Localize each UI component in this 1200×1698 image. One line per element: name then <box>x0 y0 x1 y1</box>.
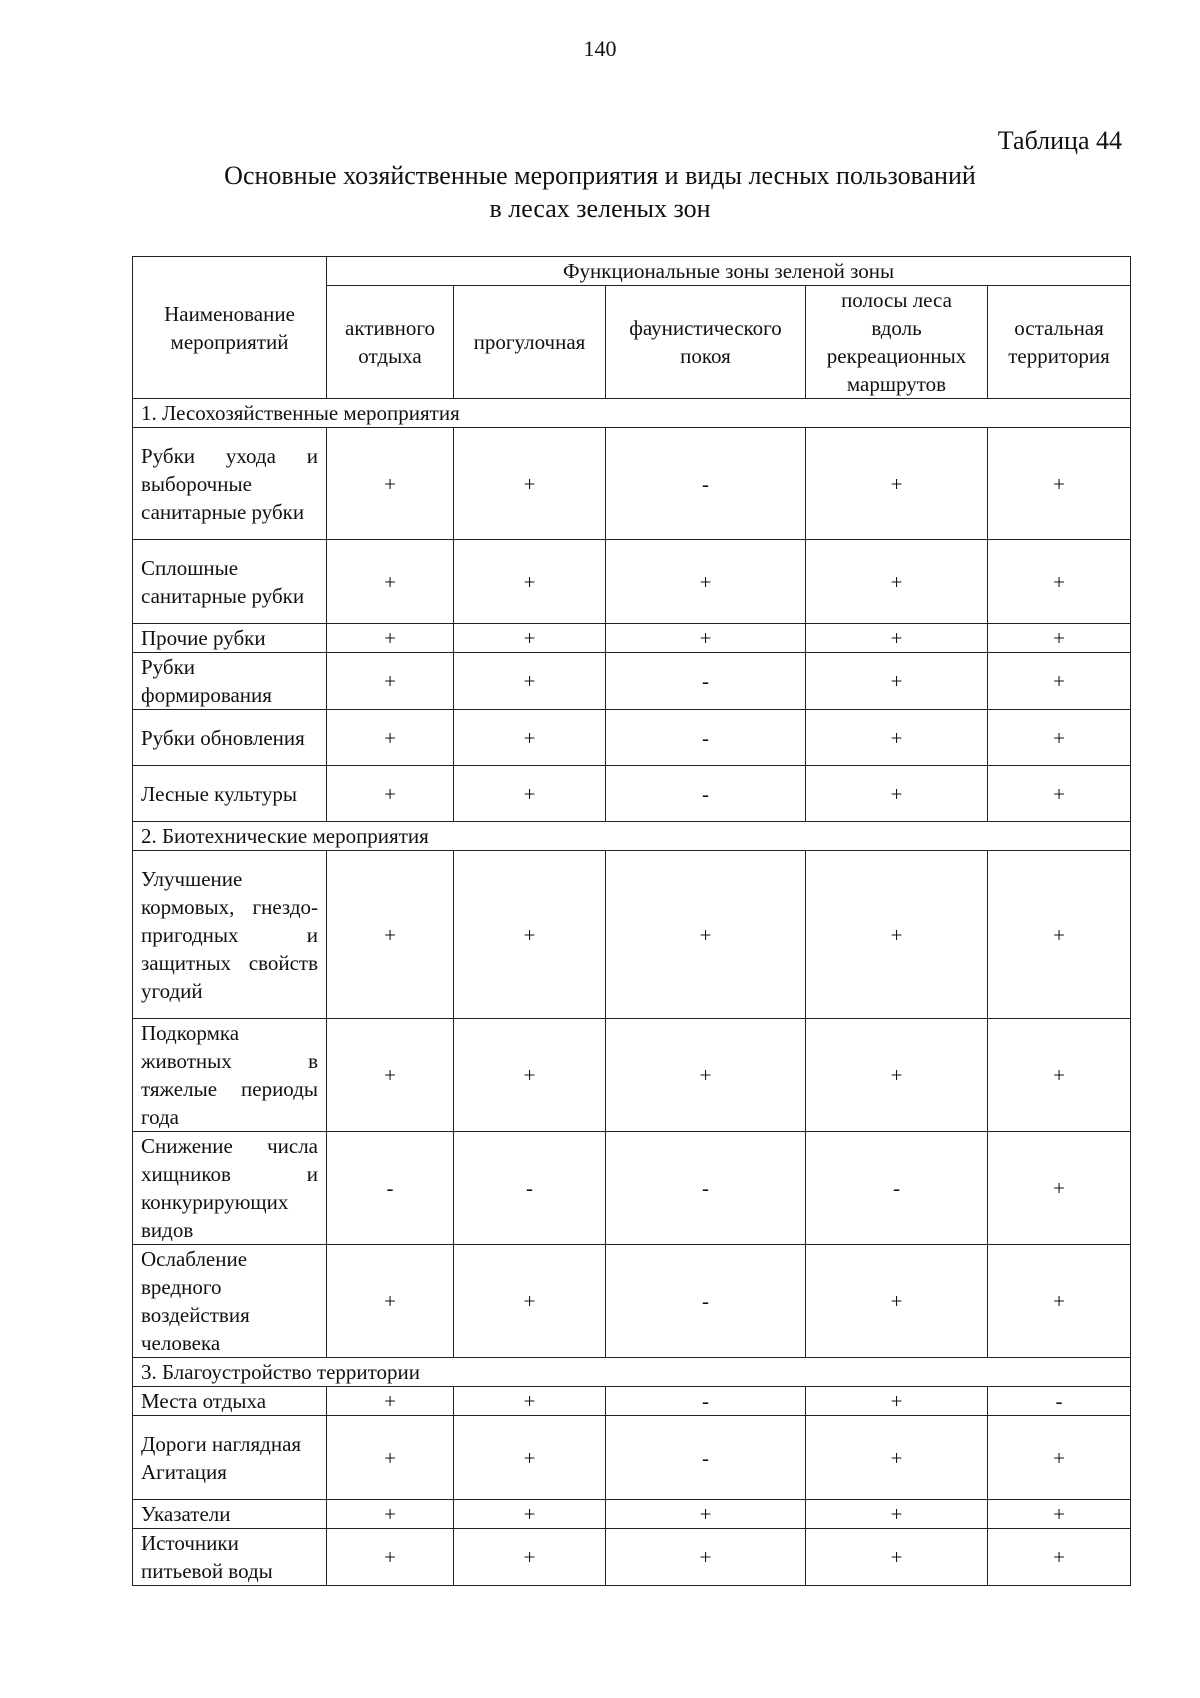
zone-mark: - <box>606 1132 806 1245</box>
zone-mark: + <box>327 1387 454 1416</box>
zone-mark: + <box>606 1529 806 1586</box>
zone-mark: + <box>454 1529 606 1586</box>
header-zone-group: Функциональные зоны зеленой зоны <box>327 257 1131 286</box>
zone-mark: + <box>454 1500 606 1529</box>
zone-mark: + <box>988 624 1131 653</box>
zone-mark: + <box>806 1416 988 1500</box>
zone-mark: + <box>454 653 606 710</box>
zone-mark: + <box>988 428 1131 540</box>
table-row <box>133 540 1131 624</box>
zone-mark: + <box>806 624 988 653</box>
zone-mark: + <box>327 1416 454 1500</box>
zone-mark: + <box>454 851 606 1019</box>
zone-mark: + <box>806 1500 988 1529</box>
header-zone-recreation-strips: полосы леса вдоль рекреационных маршрутов <box>806 286 988 399</box>
zone-mark: + <box>988 1416 1131 1500</box>
zone-mark: + <box>454 1245 606 1358</box>
zone-mark: - <box>327 1132 454 1245</box>
zone-mark: + <box>327 1245 454 1358</box>
zone-mark: + <box>327 1019 454 1132</box>
zone-mark: + <box>606 624 806 653</box>
zone-mark: + <box>988 1245 1131 1358</box>
header-zone-fauna-rest: фаунистического покоя <box>606 286 806 399</box>
table-row <box>133 1500 1131 1529</box>
measure-name: Ослабление вредного воздействия человека <box>133 1245 327 1358</box>
zone-mark: + <box>327 653 454 710</box>
table-row <box>133 428 1131 540</box>
zone-mark: + <box>327 1529 454 1586</box>
zone-mark: + <box>806 540 988 624</box>
section-title: 3. Благоустройство территории <box>133 1358 1131 1387</box>
zone-mark: + <box>988 1132 1131 1245</box>
zone-mark: - <box>606 1387 806 1416</box>
zone-mark: - <box>606 1245 806 1358</box>
zone-mark: + <box>327 1500 454 1529</box>
zone-mark: - <box>988 1387 1131 1416</box>
table-body <box>133 399 1131 1586</box>
zone-mark: + <box>988 653 1131 710</box>
table-title-line-2: в лесах зеленых зон <box>489 194 711 223</box>
table-row <box>133 1416 1131 1500</box>
zone-mark: + <box>606 1500 806 1529</box>
zone-mark: + <box>327 766 454 822</box>
zone-mark: - <box>806 1132 988 1245</box>
table-row <box>133 710 1131 766</box>
zone-mark: + <box>606 540 806 624</box>
zone-mark: + <box>454 1387 606 1416</box>
zone-mark: + <box>327 540 454 624</box>
table-row <box>133 851 1131 1019</box>
section-row <box>133 399 1131 428</box>
measure-name: Прочие рубки <box>133 624 327 653</box>
zone-mark: + <box>606 1019 806 1132</box>
zone-mark: + <box>806 710 988 766</box>
zone-mark: + <box>454 766 606 822</box>
header-zone-walking: прогулочная <box>454 286 606 399</box>
zone-mark: + <box>988 851 1131 1019</box>
measure-name: Улучшение кормовых, гнездо-пригодных и защитных свойств угодий <box>133 851 327 1019</box>
header-name-column: Наименование мероприятий <box>133 257 327 399</box>
zone-mark: + <box>454 1416 606 1500</box>
table-row <box>133 1019 1131 1132</box>
measure-name: Дороги наглядная Агитация <box>133 1416 327 1500</box>
measure-name: Рубки обновления <box>133 710 327 766</box>
zone-mark: + <box>606 851 806 1019</box>
zone-mark: - <box>606 653 806 710</box>
table-label: Таблица 44 <box>997 126 1122 155</box>
zone-mark: + <box>988 1529 1131 1586</box>
table-row <box>133 1387 1131 1416</box>
zone-mark: + <box>327 710 454 766</box>
table-row <box>133 653 1131 710</box>
table-row <box>133 1132 1131 1245</box>
section-row <box>133 822 1131 851</box>
measure-name: Рубки формирования <box>133 653 327 710</box>
zone-mark: + <box>454 540 606 624</box>
header-zone-active-rest: активного отдыха <box>327 286 454 399</box>
zone-mark: + <box>327 428 454 540</box>
measures-table <box>132 256 1131 1586</box>
measure-name: Лесные культуры <box>133 766 327 822</box>
measure-name: Подкормка животных в тяжелые периоды года <box>133 1019 327 1132</box>
zone-mark: + <box>988 540 1131 624</box>
zone-mark: + <box>806 428 988 540</box>
measure-name: Указатели <box>133 1500 327 1529</box>
zone-mark: + <box>988 1500 1131 1529</box>
zone-mark: + <box>327 624 454 653</box>
zone-mark: + <box>806 766 988 822</box>
section-title: 2. Биотехнические мероприятия <box>133 822 1131 851</box>
zone-mark: - <box>454 1132 606 1245</box>
zone-mark: + <box>454 428 606 540</box>
section-title: 1. Лесохозяйственные мероприятия <box>133 399 1131 428</box>
zone-mark: + <box>806 1387 988 1416</box>
measure-name: Сплошные санитарные рубки <box>133 540 327 624</box>
zone-mark: + <box>988 1019 1131 1132</box>
section-row <box>133 1358 1131 1387</box>
zone-mark: + <box>454 1019 606 1132</box>
table-row <box>133 1245 1131 1358</box>
zone-mark: + <box>806 851 988 1019</box>
header-zone-other-territory: остальная территория <box>988 286 1131 399</box>
table-title <box>0 159 1200 225</box>
measure-name: Источники питьевой воды <box>133 1529 327 1586</box>
zone-mark: - <box>606 766 806 822</box>
table-row <box>133 766 1131 822</box>
zone-mark: + <box>454 710 606 766</box>
table-title-line-1: Основные хозяйственные мероприятия и виды лесных пользований <box>224 161 976 190</box>
zone-mark: - <box>606 428 806 540</box>
table-row <box>133 1529 1131 1586</box>
table-row <box>133 624 1131 653</box>
zone-mark: + <box>806 1529 988 1586</box>
measure-name: Рубки ухода и выборочные санитарные рубки <box>133 428 327 540</box>
measure-name: Места отдыха <box>133 1387 327 1416</box>
measure-name: Снижение числа хищников и конкурирующих видов <box>133 1132 327 1245</box>
zone-mark: + <box>988 766 1131 822</box>
zone-mark: + <box>806 1245 988 1358</box>
zone-mark: + <box>454 624 606 653</box>
zone-mark: - <box>606 1416 806 1500</box>
zone-mark: + <box>988 710 1131 766</box>
zone-mark: + <box>327 851 454 1019</box>
page-number: 140 <box>583 36 617 61</box>
zone-mark: + <box>806 653 988 710</box>
zone-mark: + <box>806 1019 988 1132</box>
zone-mark: - <box>606 710 806 766</box>
